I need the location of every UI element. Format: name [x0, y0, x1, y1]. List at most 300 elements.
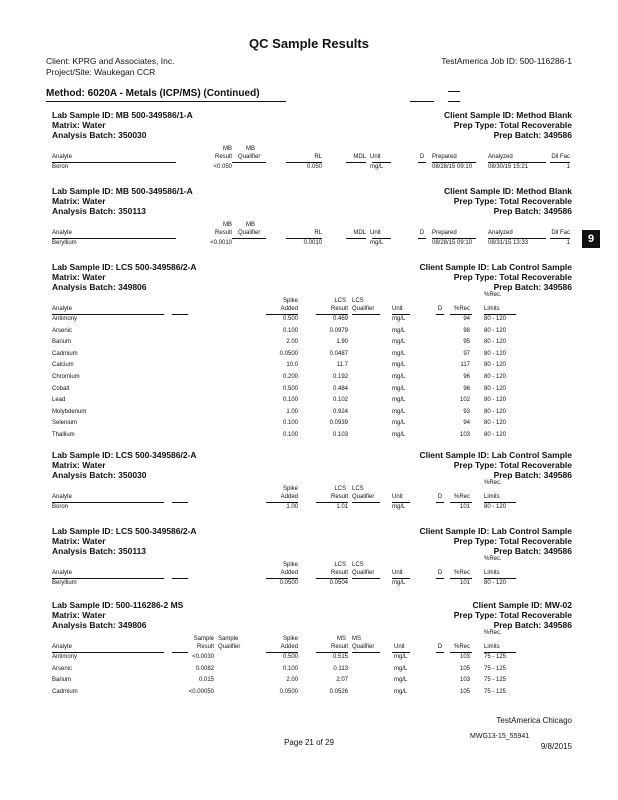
table-cell: 0.0979 [329, 327, 348, 334]
table-cell: 103 [459, 654, 470, 660]
table-cell: 0.515 [332, 654, 348, 660]
analysis-batch: Analysis Batch: 350030 [52, 130, 147, 140]
table-cell: 97 [463, 350, 470, 357]
table-cell: 11.7 [336, 362, 348, 369]
table-cell: mg/L [370, 240, 384, 246]
column-header: Limits [484, 644, 500, 650]
table-cell: 0.500 [282, 654, 298, 660]
table-cell: 101 [459, 504, 470, 510]
divider [448, 101, 460, 102]
lab-sample-id: Lab Sample ID: LCS 500-349586/2-A [52, 450, 197, 460]
header-underline [392, 314, 410, 315]
header-underline [488, 162, 546, 163]
table-cell: 0.0082 [195, 665, 214, 672]
table-cell: 0.015 [198, 677, 214, 684]
column-header: Analyte [52, 644, 73, 650]
column-header: Qualifier [352, 494, 375, 500]
column-header-top: Spike [282, 486, 298, 492]
header-underline [450, 314, 472, 315]
table-cell: 98 [463, 327, 470, 334]
table-cell: 80 - 120 [484, 580, 507, 586]
doc-id: MWG13-15_55941 [470, 733, 530, 740]
column-header-top: Spike [282, 562, 298, 568]
table-cell: Barium [52, 339, 72, 346]
prep-type: Prep Type: Total Recoverable [453, 610, 572, 620]
header-underline [352, 578, 380, 579]
column-header: Unit [370, 154, 381, 160]
table-cell: 102 [459, 397, 470, 404]
table-cell: 75 - 125 [484, 654, 507, 660]
analysis-batch: Analysis Batch: 350030 [52, 470, 147, 480]
header-underline [352, 652, 380, 653]
table-cell: 0.050 [306, 164, 322, 170]
column-header: RL [314, 154, 322, 160]
table-cell: 0.0939 [329, 420, 348, 427]
header-underline [52, 162, 176, 163]
table-cell: 0.500 [282, 316, 298, 322]
prep-type: Prep Type: Total Recoverable [453, 536, 572, 546]
column-header: Qualifier [352, 644, 375, 650]
column-header: Result [330, 494, 348, 500]
header-underline [484, 578, 516, 579]
table-cell: Boron [52, 504, 69, 510]
column-header: Unit [392, 306, 403, 312]
header-underline [316, 652, 348, 653]
prep-type: Prep Type: Total Recoverable [453, 460, 572, 470]
divider [410, 101, 434, 102]
table-cell: Thallium [52, 432, 75, 438]
table-cell: 1.01 [336, 504, 348, 510]
table-cell: 103 [459, 677, 470, 684]
prep-batch: Prep Batch: 349586 [493, 546, 572, 556]
page-number: Page 21 of 29 [284, 738, 334, 747]
table-cell: Chromium [52, 374, 80, 380]
header-underline [484, 502, 516, 503]
column-header-top: LCS [334, 562, 346, 568]
column-header: Result [214, 154, 232, 160]
column-header-top: MS [352, 636, 361, 642]
column-header-top: LCS [352, 298, 364, 304]
rec-header: %Rec. [484, 630, 502, 636]
table-cell: Barium [52, 677, 72, 684]
column-header: Prepared [432, 154, 457, 160]
column-header: Result [214, 230, 232, 236]
matrix-label: Matrix: Water [52, 272, 106, 282]
header-underline [436, 502, 444, 503]
table-cell: mg/L [392, 397, 406, 404]
table-cell: 101 [459, 580, 470, 586]
table-cell: 0.500 [282, 385, 298, 392]
table-cell: 80 - 120 [484, 316, 507, 322]
column-header: Unit [394, 644, 405, 650]
table-cell: 08/28/15 09:10 [432, 164, 473, 170]
table-cell: mg/L [392, 350, 406, 357]
column-header-top: Spike [282, 298, 298, 304]
header-underline [352, 314, 380, 315]
header-underline [266, 314, 298, 315]
column-header: Analyte [52, 494, 73, 500]
header-underline [436, 314, 444, 315]
table-cell: mg/L [392, 385, 406, 392]
table-cell: 10.0 [286, 362, 298, 369]
table-cell: mg/L [392, 432, 406, 438]
header-underline [346, 238, 366, 239]
table-cell: 0.200 [282, 374, 298, 380]
table-cell: 80 - 120 [484, 339, 507, 346]
column-header: Qualifier [352, 570, 375, 576]
column-header: Added [280, 570, 298, 576]
prep-batch: Prep Batch: 349586 [493, 620, 572, 630]
table-cell: 80 - 120 [484, 432, 507, 438]
header-underline [316, 502, 348, 503]
header-underline [432, 238, 476, 239]
table-cell: 0.100 [282, 432, 298, 438]
column-header: MDL [353, 230, 366, 236]
column-header: D [437, 570, 443, 576]
column-header: Dil Fac [551, 230, 570, 236]
table-cell: mg/L [392, 316, 406, 322]
table-cell: 08/31/15 13:33 [488, 240, 529, 246]
matrix-label: Matrix: Water [52, 536, 106, 546]
table-cell: 2.07 [336, 677, 348, 684]
header-underline [172, 502, 188, 503]
column-header-top: MB [223, 146, 232, 152]
table-cell: <0.050 [213, 164, 232, 170]
table-cell: 0.113 [333, 665, 348, 672]
table-cell: 0.0500 [279, 688, 298, 695]
column-header: Limits [484, 570, 500, 576]
column-header: Unit [370, 230, 381, 236]
prep-batch: Prep Batch: 349586 [493, 282, 572, 292]
table-cell: 80 - 120 [484, 504, 507, 510]
prep-batch: Prep Batch: 349586 [493, 130, 572, 140]
table-cell: 0.103 [332, 432, 348, 438]
header-underline [352, 502, 380, 503]
header-underline [550, 238, 570, 239]
column-header-top: MB [246, 222, 255, 228]
method-heading: Method: 6020A - Metals (ICP/MS) (Continued) [46, 88, 260, 99]
table-cell: Arsenic [52, 665, 73, 672]
table-cell: 0.0526 [329, 688, 348, 695]
column-header: Qualifier [238, 154, 261, 160]
lab-sample-id: Lab Sample ID: 500-116286-2 MS [52, 600, 184, 610]
column-header-top: MB [223, 222, 232, 228]
client-sample-id: Client Sample ID: MW-02 [472, 600, 572, 610]
prep-type: Prep Type: Total Recoverable [453, 196, 572, 206]
table-cell: 80 - 120 [484, 374, 507, 380]
client-sample-id: Client Sample ID: Method Blank [444, 110, 572, 120]
header-underline [432, 162, 476, 163]
table-cell: mg/L [392, 339, 406, 346]
column-header: %Rec [453, 494, 470, 500]
rec-header: %Rec. [484, 480, 502, 486]
table-cell: 105 [459, 665, 470, 672]
header-underline [372, 238, 391, 239]
column-header: Result [196, 644, 214, 650]
table-cell: 80 - 120 [484, 408, 507, 415]
divider [448, 91, 460, 92]
table-cell: 0.484 [332, 385, 348, 392]
column-header: %Rec [453, 306, 470, 312]
table-cell: 0.102 [332, 397, 348, 404]
table-cell: 0.0500 [279, 350, 298, 357]
column-header: Unit [392, 494, 403, 500]
column-header: Analyzed [488, 230, 513, 236]
column-header: Result [330, 644, 348, 650]
lab-sample-id: Lab Sample ID: LCS 500-349586/2-A [52, 262, 197, 272]
section-tab: 9 [582, 230, 600, 248]
matrix-label: Matrix: Water [52, 120, 106, 130]
header-underline [52, 314, 164, 315]
lab-sample-id: Lab Sample ID: MB 500-349586/1-A [52, 110, 193, 120]
table-cell: 80 - 120 [484, 397, 507, 404]
column-header-top: LCS [334, 298, 346, 304]
column-header: Dil Fac [551, 154, 570, 160]
column-header: Added [280, 494, 298, 500]
table-cell: 96 [463, 374, 470, 380]
header-underline [52, 578, 164, 579]
matrix-label: Matrix: Water [52, 196, 106, 206]
table-cell: 0.924 [332, 408, 348, 415]
table-cell: 1.00 [286, 408, 298, 415]
table-cell: 80 - 120 [484, 350, 507, 357]
client-name: Client: KPRG and Associates, Inc. [46, 56, 175, 66]
table-cell: 0.192 [332, 374, 348, 380]
header-underline [436, 578, 444, 579]
table-cell: 0.100 [282, 665, 298, 672]
header-underline [392, 652, 410, 653]
table-cell: 80 - 120 [484, 420, 507, 427]
column-header: D [437, 494, 443, 500]
table-cell: mg/L [394, 665, 408, 672]
header-underline [52, 652, 164, 653]
header-underline [266, 502, 298, 503]
column-header: Analyzed [488, 154, 513, 160]
column-header: Qualifier [238, 230, 261, 236]
table-cell: mg/L [394, 654, 408, 660]
column-header-top: MS [337, 636, 346, 642]
table-cell: 80 - 120 [484, 385, 507, 392]
table-cell: 105 [459, 688, 470, 695]
table-cell: Calcium [52, 362, 74, 369]
column-header-top: Spike [282, 636, 298, 642]
header-underline [172, 314, 188, 315]
table-cell: mg/L [392, 580, 406, 586]
column-header: RL [314, 230, 322, 236]
header-underline [488, 238, 546, 239]
column-header: Qualifier [352, 306, 375, 312]
table-cell: mg/L [392, 327, 406, 334]
table-cell: 0.100 [282, 420, 298, 427]
table-cell: 0.100 [282, 327, 298, 334]
analysis-batch: Analysis Batch: 349806 [52, 620, 147, 630]
header-underline [52, 502, 164, 503]
header-underline [450, 578, 472, 579]
table-cell: 75 - 125 [484, 688, 507, 695]
column-header: D [437, 306, 443, 312]
table-cell: Antimony [52, 654, 78, 660]
column-header: Analyte [52, 230, 73, 236]
table-cell: 94 [463, 420, 470, 427]
table-cell: Cadmium [52, 688, 78, 695]
column-header: %Rec [453, 644, 470, 650]
table-cell: Cadmium [52, 350, 78, 357]
table-cell: 0.0487 [329, 350, 348, 357]
column-header: Limits [484, 306, 500, 312]
table-cell: <0.0010 [210, 240, 232, 246]
analysis-batch: Analysis Batch: 349806 [52, 282, 147, 292]
analysis-batch: Analysis Batch: 350113 [52, 546, 147, 556]
table-cell: 08/30/15 15:21 [488, 164, 529, 170]
table-cell: mg/L [394, 688, 408, 695]
header-underline [484, 652, 516, 653]
column-header: D [419, 230, 425, 236]
header-underline [436, 652, 444, 653]
table-cell: 0.0500 [279, 580, 298, 586]
column-header: MDL [353, 154, 366, 160]
table-cell: 93 [463, 408, 470, 415]
table-cell: 117 [460, 362, 470, 369]
table-cell: Molybdenum [52, 408, 87, 415]
header-underline [316, 578, 348, 579]
header-underline [52, 238, 176, 239]
header-underline [232, 238, 266, 239]
project-site: Project/Site: Waukegan CCR [46, 67, 156, 77]
client-sample-id: Client Sample ID: Method Blank [444, 186, 572, 196]
table-cell: 0.469 [332, 316, 348, 322]
header-underline [266, 652, 298, 653]
table-cell: 96 [463, 385, 470, 392]
table-cell: Antimony [52, 316, 78, 322]
client-sample-id: Client Sample ID: Lab Control Sample [419, 526, 572, 536]
footer-date: 9/8/2015 [540, 742, 572, 751]
header-underline [266, 578, 298, 579]
table-cell: Arsenic [52, 327, 73, 334]
analysis-batch: Analysis Batch: 350113 [52, 206, 147, 216]
table-cell: 1 [566, 240, 570, 246]
method-underline [46, 101, 286, 102]
table-cell: Lead [52, 397, 66, 404]
table-cell: 2.00 [286, 339, 298, 346]
prep-type: Prep Type: Total Recoverable [453, 272, 572, 282]
table-cell: 0.0010 [303, 240, 322, 246]
column-header-top: LCS [352, 486, 364, 492]
header-underline [232, 162, 266, 163]
client-sample-id: Client Sample ID: Lab Control Sample [419, 450, 572, 460]
client-sample-id: Client Sample ID: Lab Control Sample [419, 262, 572, 272]
table-cell: mg/L [392, 374, 406, 380]
lab-sample-id: Lab Sample ID: MB 500-349586/1-A [52, 186, 193, 196]
header-underline [372, 162, 391, 163]
table-cell: 75 - 125 [484, 677, 507, 684]
column-header-top: MB [246, 146, 255, 152]
column-header: Result [330, 306, 348, 312]
table-cell: 1.90 [336, 339, 348, 346]
header-underline [316, 314, 348, 315]
column-header: Unit [392, 570, 403, 576]
header-underline [450, 652, 472, 653]
table-cell: 94 [463, 316, 470, 322]
column-header: Added [280, 644, 298, 650]
table-cell: <0.0030 [192, 654, 214, 660]
column-header-top: LCS [352, 562, 364, 568]
table-cell: Selenium [52, 420, 78, 427]
table-cell: Beryllium [52, 580, 77, 586]
header-underline [550, 162, 570, 163]
header-underline [172, 578, 188, 579]
table-cell: 103 [459, 432, 470, 438]
matrix-label: Matrix: Water [52, 460, 106, 470]
table-cell: mg/L [392, 504, 406, 510]
column-header: Analyte [52, 570, 73, 576]
prep-batch: Prep Batch: 349586 [493, 206, 572, 216]
table-cell: 1.00 [286, 504, 298, 510]
column-header: D [437, 644, 443, 650]
rec-header: %Rec. [484, 292, 502, 298]
table-cell: mg/L [392, 408, 406, 415]
table-cell: Cobalt [52, 385, 70, 392]
column-header: D [419, 154, 425, 160]
table-cell: mg/L [392, 420, 406, 427]
column-header: Added [280, 306, 298, 312]
prep-type: Prep Type: Total Recoverable [453, 120, 572, 130]
table-cell: 08/28/15 09:10 [432, 240, 473, 246]
column-header: Qualifier [218, 644, 241, 650]
column-header: Analyte [52, 306, 73, 312]
table-cell: mg/L [370, 164, 384, 170]
column-header: Result [330, 570, 348, 576]
table-cell: 0.0504 [329, 580, 348, 586]
table-cell: 80 - 120 [484, 362, 507, 369]
header-underline [346, 162, 366, 163]
table-cell: Beryllium [52, 240, 77, 246]
job-id: TestAmerica Job ID: 500-116286-1 [441, 56, 572, 66]
column-header-top: Sample [193, 636, 214, 642]
footer-lab: TestAmerica Chicago [496, 716, 572, 725]
header-underline [286, 238, 322, 239]
header-underline [392, 502, 410, 503]
rec-header: %Rec. [484, 556, 502, 562]
header-underline [172, 652, 188, 653]
table-cell: 0.100 [282, 397, 298, 404]
lab-sample-id: Lab Sample ID: LCS 500-349586/2-A [52, 526, 197, 536]
header-underline [418, 162, 426, 163]
column-header: Limits [484, 494, 500, 500]
prep-batch: Prep Batch: 349586 [493, 470, 572, 480]
matrix-label: Matrix: Water [52, 610, 106, 620]
column-header-top: LCS [334, 486, 346, 492]
header-underline [392, 578, 410, 579]
table-cell: 1 [566, 164, 570, 170]
header-underline [286, 162, 322, 163]
table-cell: mg/L [392, 362, 406, 369]
table-cell: 2.00 [286, 677, 298, 684]
table-cell: Boron [52, 164, 69, 170]
column-header: Analyte [52, 154, 73, 160]
table-cell: mg/L [394, 677, 408, 684]
table-cell: 75 - 125 [484, 665, 507, 672]
header-underline [484, 314, 516, 315]
table-cell: 95 [463, 339, 470, 346]
header-underline [418, 238, 426, 239]
page-title: QC Sample Results [249, 36, 369, 51]
header-underline [450, 502, 472, 503]
table-cell: 80 - 120 [484, 327, 507, 334]
column-header: %Rec [453, 570, 470, 576]
column-header-top: Sample [218, 636, 239, 642]
table-cell: <0.00050 [188, 688, 214, 695]
column-header: Prepared [432, 230, 457, 236]
